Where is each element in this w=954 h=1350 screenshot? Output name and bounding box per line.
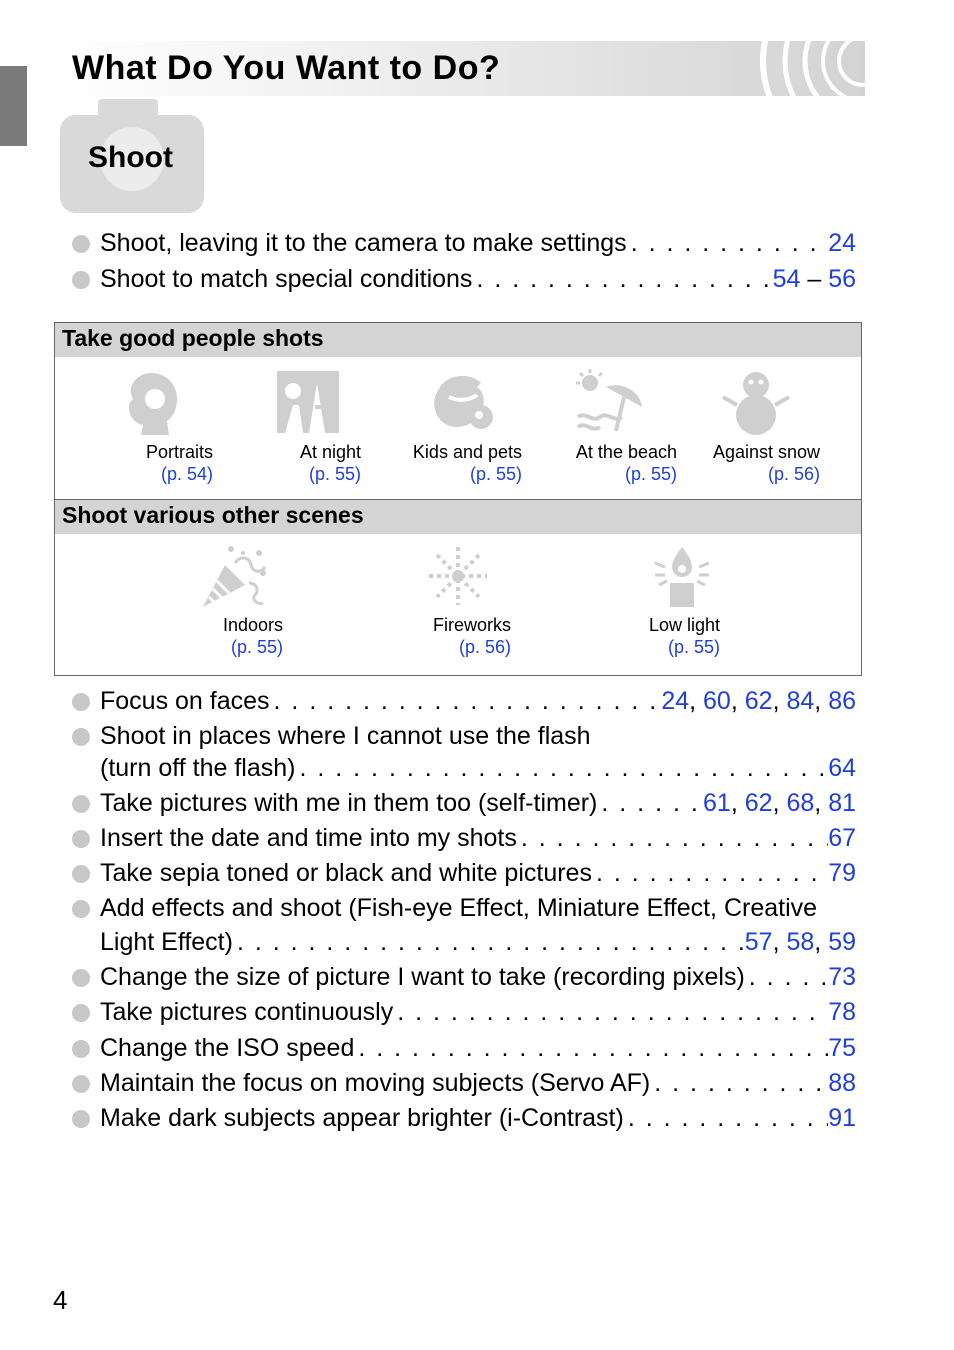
list-item xyxy=(72,1066,858,1100)
scene-name: Indoors xyxy=(222,615,283,635)
list-item xyxy=(72,856,858,890)
item-text: Take sepia toned or black and white pictures xyxy=(100,859,592,887)
item-text: Shoot, leaving it to the camera to make settings xyxy=(100,229,627,257)
scene-page[interactable]: (p. 55) xyxy=(230,637,283,657)
scene-page[interactable]: (p. 55) xyxy=(308,464,361,484)
people-heading: Take good people shots xyxy=(55,323,861,357)
list-item xyxy=(72,719,858,753)
scene-name: Against snow xyxy=(712,442,820,462)
page-title: What Do You Want to Do? xyxy=(72,49,501,87)
scene-kids-pets[interactable] xyxy=(372,441,522,485)
item-text: (turn off the flash) xyxy=(100,754,296,782)
chapter-tab xyxy=(0,66,27,146)
scene-name: At night xyxy=(299,442,361,462)
scene-name: Low light xyxy=(648,615,720,635)
item-text: Add effects and shoot (Fish-eye Effect, Miniature Effect, Creative xyxy=(100,894,818,922)
item-text: Change the size of picture I want to take (recording pixels) xyxy=(100,963,745,991)
bullet-icon xyxy=(72,235,90,253)
item-text: Take pictures with me in them too (self-timer) xyxy=(100,789,598,817)
page-link[interactable]: 64 xyxy=(828,754,856,782)
leader-dots xyxy=(270,684,662,718)
bullet-icon xyxy=(72,969,90,987)
bullet-icon xyxy=(72,693,90,711)
scene-page[interactable]: (p. 55) xyxy=(667,637,720,657)
item-text: Light Effect) xyxy=(100,928,233,956)
page-link[interactable]: 58 xyxy=(786,928,815,956)
page-link[interactable]: 84 xyxy=(786,687,815,715)
scene-page[interactable]: (p. 55) xyxy=(624,464,677,484)
list-item: Take pictures with me in them too (self-timer) . . . 61, 62, 68, 81 xyxy=(72,786,858,820)
list-item xyxy=(72,1031,858,1065)
title-bar xyxy=(54,41,865,96)
scene-name: Kids and pets xyxy=(412,442,522,462)
scene-page[interactable]: (p. 56) xyxy=(767,464,820,484)
scene-name: Portraits xyxy=(145,442,213,462)
scene-at-night[interactable] xyxy=(211,441,361,485)
bullet-icon xyxy=(72,1040,90,1058)
item-text: Focus on faces xyxy=(100,687,270,715)
list-item xyxy=(72,891,858,925)
scene-table xyxy=(54,322,862,676)
list-item xyxy=(72,995,858,1029)
page-link[interactable]: 75 xyxy=(828,1034,856,1062)
page-link[interactable]: 78 xyxy=(828,998,856,1026)
kids-pets-icon xyxy=(429,369,497,435)
leader-dots xyxy=(295,751,828,785)
page-link[interactable]: 60 xyxy=(703,687,731,715)
list-item xyxy=(72,960,858,994)
candle-icon xyxy=(651,543,713,609)
item-text: Take pictures continuously xyxy=(100,998,394,1026)
leader-dots xyxy=(592,856,828,890)
scene-name: At the beach xyxy=(575,442,677,462)
item-text: Change the ISO speed xyxy=(100,1034,355,1062)
scene-indoors[interactable] xyxy=(133,614,283,658)
fireworks-icon xyxy=(425,543,491,609)
bullet-icon xyxy=(72,1110,90,1128)
page-link[interactable]: 88 xyxy=(828,1069,856,1097)
other-heading: Shoot various other scenes xyxy=(55,500,861,534)
page-link[interactable]: 62 xyxy=(744,687,773,715)
night-icon xyxy=(275,369,341,435)
scene-name: Fireworks xyxy=(432,615,511,635)
list-item: Shoot to match special conditions . . . 54 – 56 xyxy=(72,262,858,296)
bullet-icon xyxy=(72,728,90,746)
list-item-continued: Light Effect) . . . 57, 58, 59 xyxy=(72,925,858,959)
page-link[interactable]: 24 xyxy=(828,229,856,257)
scene-fireworks[interactable] xyxy=(361,614,511,658)
leader-dots xyxy=(354,1031,828,1065)
page-link[interactable]: 67 xyxy=(828,824,856,852)
bullet-icon xyxy=(72,271,90,289)
snowman-icon xyxy=(721,369,791,437)
leader-dots xyxy=(233,925,745,959)
page-link[interactable]: 54 xyxy=(772,265,801,293)
list-item: Focus on faces . . . 24, 60, 62, 84, 86 xyxy=(72,684,858,718)
bullet-icon xyxy=(72,865,90,883)
leader-dots xyxy=(627,226,829,260)
scene-portraits[interactable] xyxy=(63,441,213,485)
leader-dots xyxy=(624,1101,828,1135)
bullet-icon xyxy=(72,900,90,918)
scene-page[interactable]: (p. 55) xyxy=(469,464,522,484)
item-text: Maintain the focus on moving subjects (Servo AF) xyxy=(100,1069,651,1097)
page-link[interactable]: 86 xyxy=(828,687,856,715)
leader-dots xyxy=(393,995,828,1029)
bullet-icon xyxy=(72,1004,90,1022)
leader-dots xyxy=(650,1066,828,1100)
leader-dots xyxy=(472,262,772,296)
page-link[interactable]: 24 xyxy=(661,687,690,715)
list-item xyxy=(72,1101,858,1135)
scene-beach[interactable] xyxy=(527,441,677,485)
portrait-icon xyxy=(121,369,185,437)
page-link[interactable]: 73 xyxy=(828,963,856,991)
list-item-continued xyxy=(72,751,858,785)
leader-dots xyxy=(745,960,828,994)
page-link[interactable]: 57 xyxy=(744,928,773,956)
bullet-icon xyxy=(72,1075,90,1093)
section-label: Shoot xyxy=(88,141,173,174)
item-text: Shoot in places where I cannot use the flash xyxy=(100,722,591,750)
leader-dots xyxy=(597,786,703,820)
bullet-icon xyxy=(72,795,90,813)
item-text: Make dark subjects appear brighter (i-Contrast) xyxy=(100,1104,624,1132)
page-link[interactable]: 91 xyxy=(828,1104,856,1132)
page-link[interactable]: 79 xyxy=(828,859,856,887)
scene-low-light[interactable] xyxy=(570,614,720,658)
list-item xyxy=(72,821,858,855)
page-number: 4 xyxy=(53,1285,68,1315)
item-text: Insert the date and time into my shots xyxy=(100,824,517,852)
scene-page[interactable]: (p. 56) xyxy=(458,637,511,657)
page-link[interactable]: 61 xyxy=(703,789,731,817)
page-link[interactable]: 56 xyxy=(828,265,856,293)
leader-dots xyxy=(517,821,828,855)
party-icon xyxy=(199,543,269,609)
beach-icon xyxy=(576,369,644,437)
bullet-icon xyxy=(72,830,90,848)
scene-snow[interactable] xyxy=(670,441,820,485)
item-text: Shoot to match special conditions xyxy=(100,265,473,293)
scene-page[interactable]: (p. 54) xyxy=(160,464,213,484)
page-link[interactable]: 81 xyxy=(828,789,856,817)
list-item xyxy=(72,226,858,260)
page-link[interactable]: 68 xyxy=(786,789,815,817)
page-link[interactable]: 62 xyxy=(744,789,773,817)
ripple-decoration-icon xyxy=(745,41,865,96)
page-link[interactable]: 59 xyxy=(828,928,856,956)
